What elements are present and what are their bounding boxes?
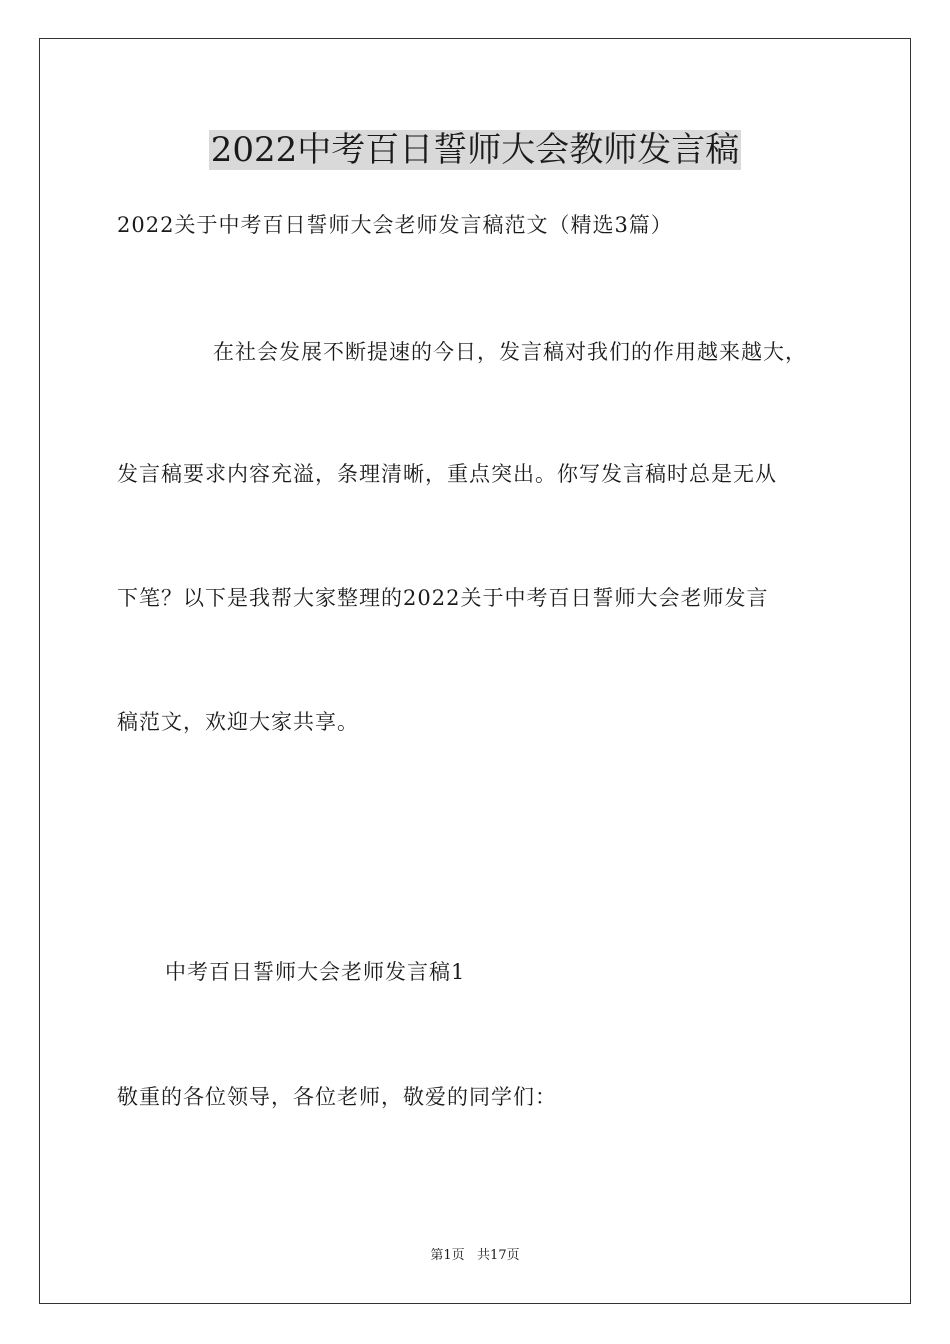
salutation: 敬重的各位领导，各位老师，敬爱的同学们： bbox=[117, 1085, 557, 1109]
document-title bbox=[0, 128, 950, 172]
intro-line-1: 在社会发展不断提速的今日，发言稿对我们的作用越来越大， bbox=[213, 340, 807, 364]
document-subtitle: 2022关于中考百日誓师大会老师发言稿范文（精选3篇） bbox=[117, 213, 673, 237]
intro-line-3: 下笔？以下是我帮大家整理的2022关于中考百日誓师大会老师发言 bbox=[117, 586, 769, 610]
section-heading: 中考百日誓师大会老师发言稿1 bbox=[165, 960, 466, 984]
document-title-text: 2022中考百日誓师大会教师发言稿 bbox=[210, 130, 740, 170]
intro-line-4: 稿范文，欢迎大家共享。 bbox=[117, 710, 359, 734]
page-footer: 第1页 共17页 bbox=[430, 1248, 520, 1263]
intro-line-2: 发言稿要求内容充溢，条理清晰，重点突出。你写发言稿时总是无从 bbox=[117, 462, 777, 486]
